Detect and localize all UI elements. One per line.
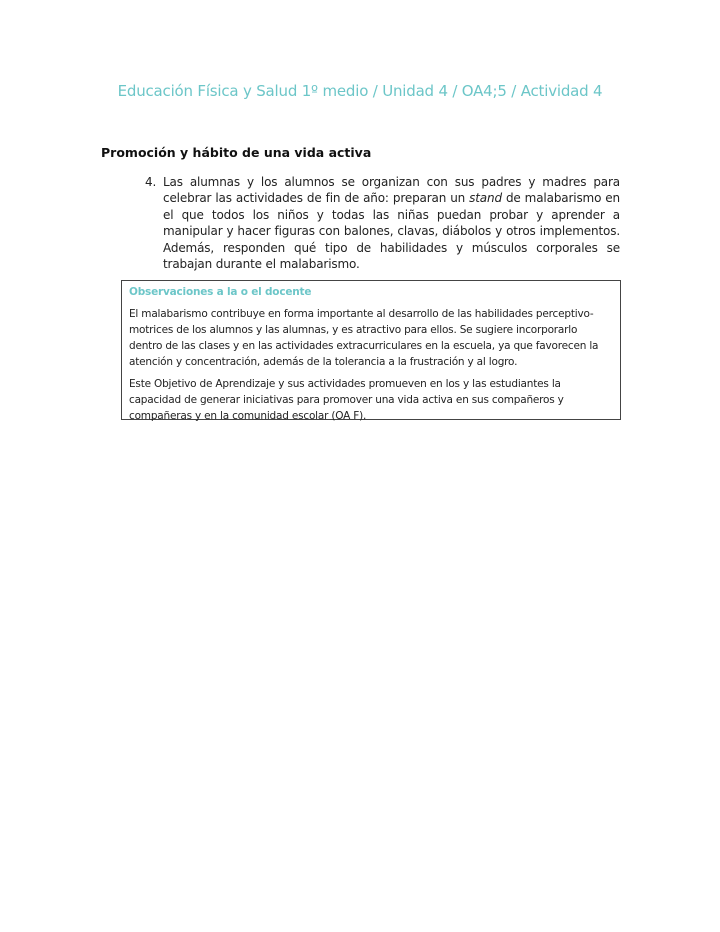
teacher-notes-paragraph: El malabarismo contribuye en forma importante al desarrollo de las habilidades perceptivo-motrices de los alumnos y las alumnas, y es atractivo para ellos. Se sugiere incorporarlo dentro de las clases y en las actividades extracurriculares en la escuela, ya que favorecen la atención y concentración, además de la tolerancia a la frustración y al logro. [129, 308, 599, 368]
activity-text-part: de malabarismo en el que todos los niños y todas las niñas puedan probar y aprender a manipular y hacer figuras con balones, clavas, diábolos y otros implementos. Además, responden qué tipo de habilidades y músculos corporales se trabajan durante el malabarismo. [163, 191, 620, 272]
teacher-notes-paragraph: Este Objetivo de Aprendizaje y sus actividades promueven en los y las estudiantes la capacidad de generar iniciativas para promover una vida activa en sus compañeros y compañeras y en la comunidad escolar (OA F). [129, 378, 564, 422]
activity-number: 4. [145, 175, 157, 189]
activity-text-italic: stand [469, 191, 502, 206]
teacher-notes-title: Observaciones a la o el docente [129, 286, 312, 298]
section-title: Promoción y hábito de una vida activa [101, 145, 372, 160]
activity-text [163, 174, 620, 272]
page-header-breadcrumb: Educación Física y Salud 1º medio / Unidad 4 / OA4;5 / Actividad 4 [117, 82, 603, 100]
teacher-notes-box [121, 280, 621, 420]
activity-text-part: Las alumnas y los alumnos se organizan con sus padres y madres para celebrar las actividades de fin de año: preparan un [163, 175, 620, 206]
activity-item [145, 174, 620, 272]
